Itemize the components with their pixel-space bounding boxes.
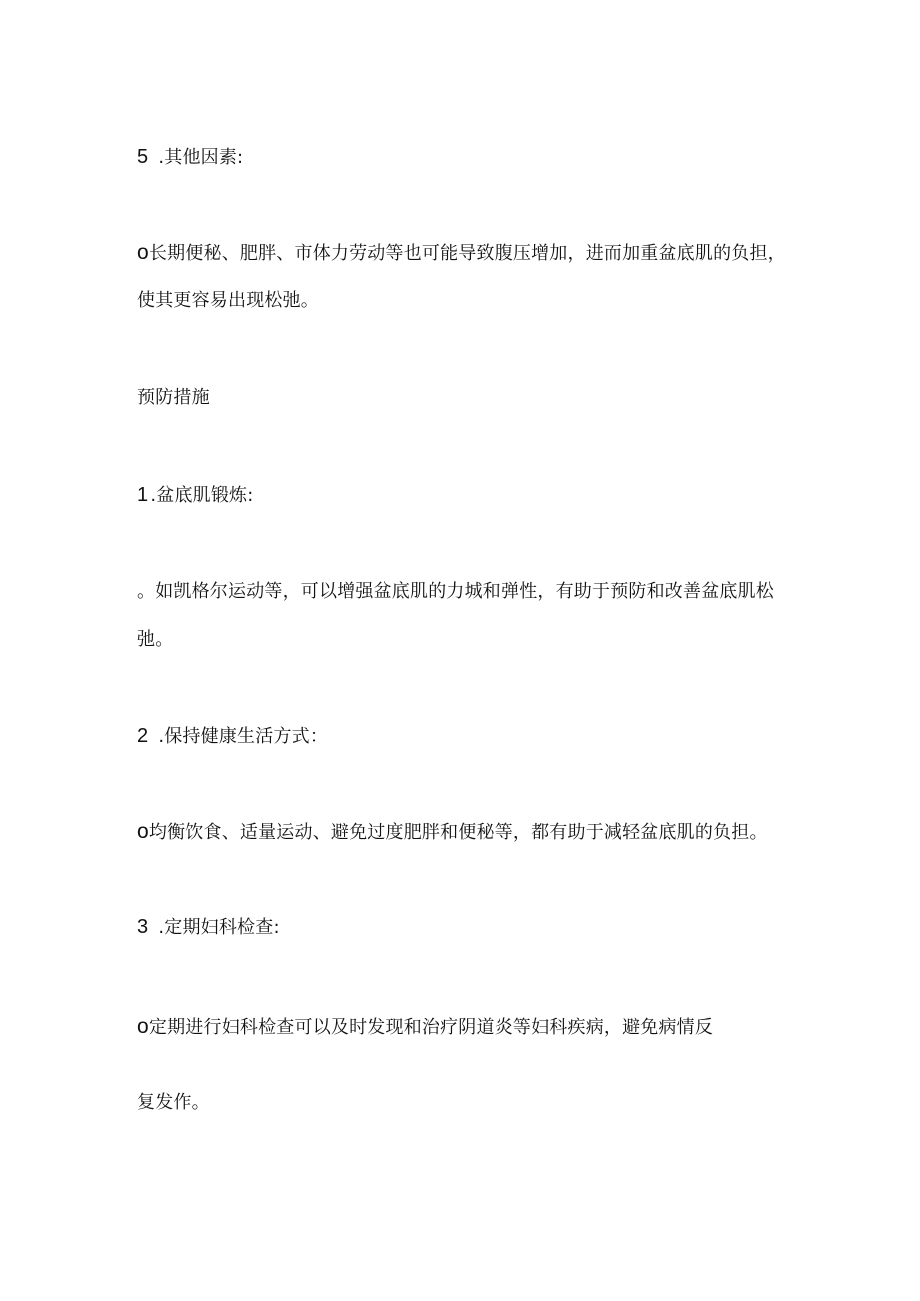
section-number: 3 bbox=[137, 916, 149, 938]
section-heading-2 bbox=[137, 724, 328, 749]
section-heading-5 bbox=[137, 145, 243, 170]
section-title-text: 预防措施 bbox=[137, 387, 210, 408]
section-heading-text: .盆底肌锻炼: bbox=[150, 485, 254, 506]
paragraph-text: 长期便秘、肥胖、市体力劳动等也可能导致腹压增加，进而加重盆底肌的负担， bbox=[148, 243, 786, 264]
section-number: 5 bbox=[137, 146, 149, 168]
paragraph-line bbox=[137, 1091, 210, 1115]
paragraph-line bbox=[137, 289, 319, 313]
paragraph-text: 使其更容易出现松弛。 bbox=[137, 290, 319, 311]
paragraph-text: 。如凯格尔运动等，可以增强盆底肌的力城和弹性，有助于预防和改善盆底肌松 bbox=[137, 581, 774, 602]
bullet-marker: o bbox=[137, 241, 149, 264]
bullet-marker: o bbox=[137, 1015, 149, 1038]
paragraph-text: 定期进行妇科检查可以及时发现和治疗阴道炎等妇科疾病，避免病情反 bbox=[148, 1017, 714, 1038]
section-heading-text: .其他因素: bbox=[158, 147, 244, 168]
section-heading-3 bbox=[137, 915, 280, 940]
section-number: 2 bbox=[137, 725, 149, 747]
paragraph-text: 弛。 bbox=[137, 629, 174, 650]
section-heading-text: .定期妇科检查: bbox=[158, 917, 280, 938]
section-title bbox=[137, 386, 210, 410]
paragraph-text: 复发作。 bbox=[137, 1092, 210, 1113]
paragraph-line bbox=[137, 241, 786, 266]
section-heading-text: .保持健康生活方式： bbox=[158, 726, 329, 747]
paragraph-line bbox=[137, 580, 774, 604]
paragraph-line bbox=[137, 628, 173, 652]
section-number: 1 bbox=[137, 484, 149, 506]
paragraph-line bbox=[137, 820, 768, 845]
paragraph-line bbox=[137, 1015, 713, 1040]
section-heading-1 bbox=[137, 483, 254, 508]
bullet-marker: o bbox=[137, 820, 149, 843]
paragraph-text: 均衡饮食、适量运动、避免过度肥胖和便秘等，都有助于减轻盆底肌的负担。 bbox=[148, 822, 768, 843]
